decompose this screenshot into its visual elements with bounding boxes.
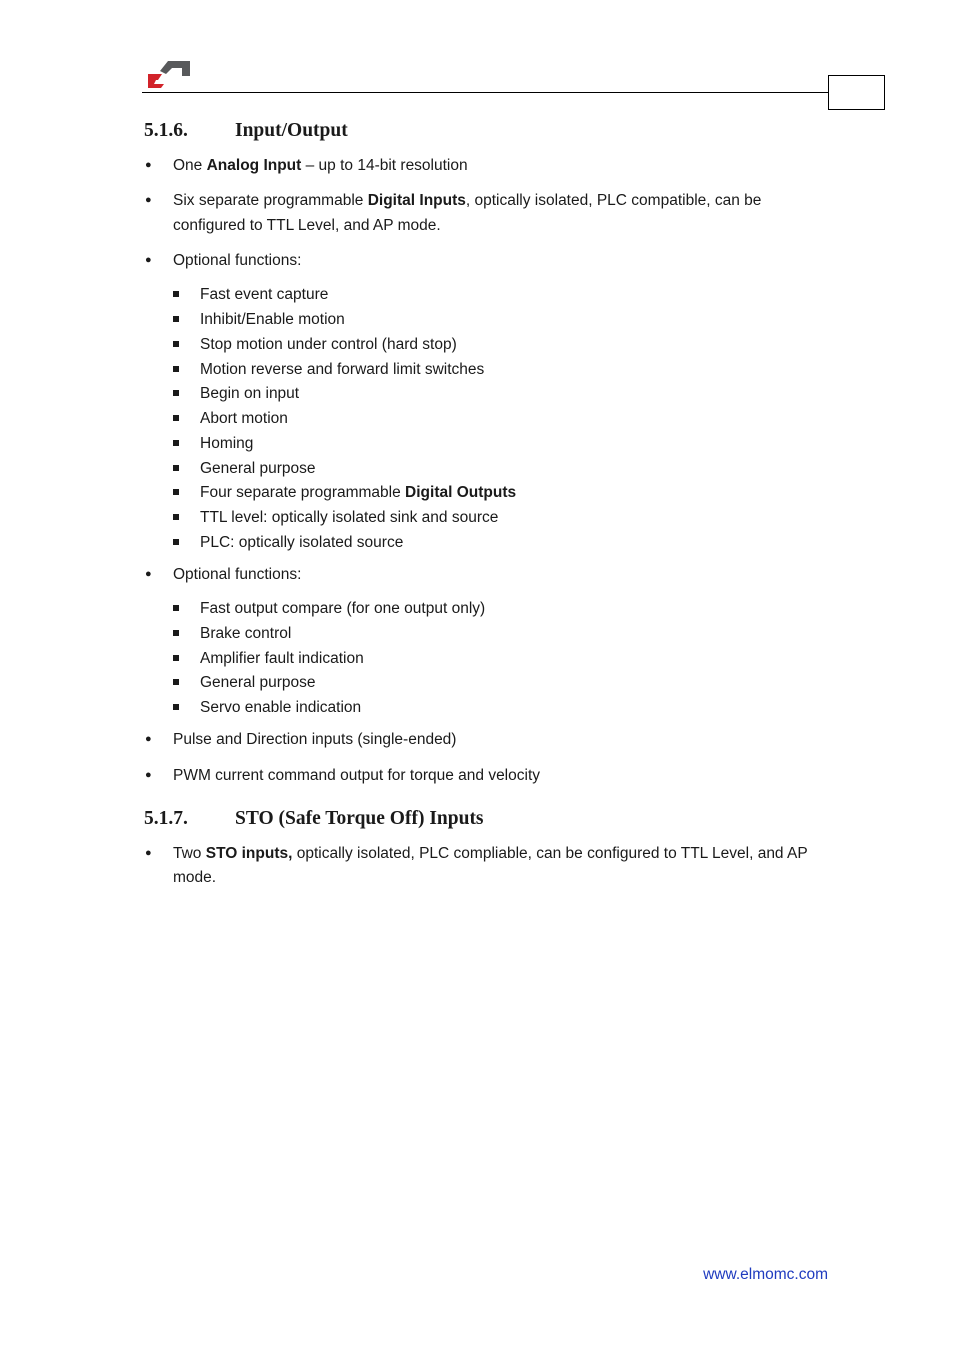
footer-website-link[interactable]: www.elmomc.com (703, 1266, 828, 1283)
square-bullet-icon (173, 489, 179, 495)
header-rule (142, 92, 829, 93)
sub-list-item: Motion reverse and forward limit switches (200, 361, 485, 378)
sub-list-item: Four separate programmable Digital Outputs (200, 484, 517, 501)
sub-list-item: Amplifier fault indication (200, 650, 364, 667)
sub-list-item: Servo enable indication (200, 699, 362, 716)
list-item: Optional functions: (173, 252, 302, 269)
bullet-icon: ● (145, 733, 152, 745)
list-item: Two STO inputs, optically isolated, PLC compliable, can be configured to TTL Level, and AP (173, 845, 808, 862)
sub-list-item: Stop motion under control (hard stop) (200, 336, 457, 353)
section-heading-sto-inputs (144, 808, 484, 830)
bullet-icon: ● (145, 254, 152, 266)
square-bullet-icon (173, 440, 179, 446)
square-bullet-icon (173, 291, 179, 297)
square-bullet-icon (173, 390, 179, 396)
section-number: 5.1.7. (144, 808, 188, 829)
list-item: Six separate programmable Digital Inputs, optically isolated, PLC compatible, can be (173, 192, 762, 209)
list-item: Optional functions: (173, 566, 302, 583)
sub-list-item: General purpose (200, 674, 316, 691)
section-title: STO (Safe Torque Off) Inputs (235, 808, 484, 829)
bullet-icon: ● (145, 568, 152, 580)
bullet-icon: ● (145, 769, 152, 781)
square-bullet-icon (173, 316, 179, 322)
square-bullet-icon (173, 366, 179, 372)
square-bullet-icon (173, 655, 179, 661)
sub-list-item: TTL level: optically isolated sink and source (200, 509, 499, 526)
bullet-icon: ● (145, 159, 152, 171)
list-item: Pulse and Direction inputs (single-ended) (173, 731, 457, 748)
sub-list-item: PLC: optically isolated source (200, 534, 404, 551)
bullet-icon: ● (145, 194, 152, 206)
sub-list-item: Begin on input (200, 385, 300, 402)
square-bullet-icon (173, 630, 179, 636)
section-title: Input/Output (235, 120, 348, 141)
square-bullet-icon (173, 704, 179, 710)
section-heading-input-output (144, 120, 348, 142)
square-bullet-icon (173, 341, 179, 347)
list-item: PWM current command output for torque and velocity (173, 767, 540, 784)
sub-list-item: General purpose (200, 460, 316, 477)
sub-list-item: Inhibit/Enable motion (200, 311, 345, 328)
square-bullet-icon (173, 605, 179, 611)
sub-list-item: Homing (200, 435, 254, 452)
square-bullet-icon (173, 539, 179, 545)
list-item-continuation: configured to TTL Level, and AP mode. (173, 217, 441, 234)
list-item-continuation: mode. (173, 869, 217, 886)
sub-list-item: Fast output compare (for one output only) (200, 600, 486, 617)
sub-list-item: Abort motion (200, 410, 288, 427)
sub-list-item: Brake control (200, 625, 292, 642)
square-bullet-icon (173, 679, 179, 685)
section-number: 5.1.6. (144, 120, 188, 141)
page-number-box (828, 75, 885, 110)
square-bullet-icon (173, 514, 179, 520)
elmo-logo (148, 58, 192, 88)
bullet-icon: ● (145, 847, 152, 859)
square-bullet-icon (173, 465, 179, 471)
square-bullet-icon (173, 415, 179, 421)
list-item: One Analog Input – up to 14-bit resolution (173, 157, 468, 174)
sub-list-item: Fast event capture (200, 286, 329, 303)
